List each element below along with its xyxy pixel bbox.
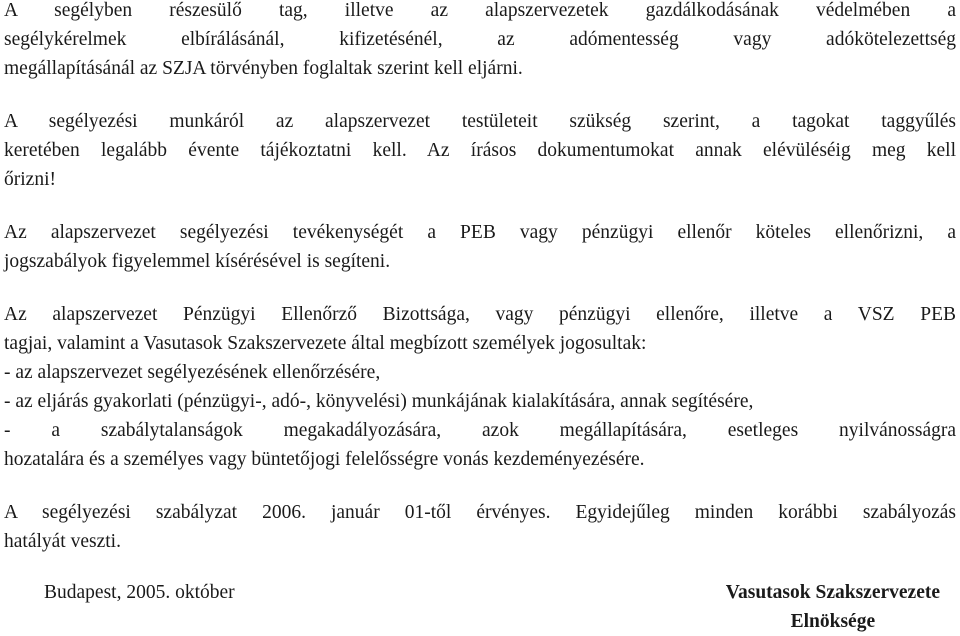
text-line: hozatalára és a személyes vagy büntetőjogi felelősségre vonás kezdeményezésére. [4,449,645,470]
text-line: A segélyezési szabályzat 2006. január 01-től érvényes. Egyidejűleg minden korábbi szabályozás [4,502,956,523]
signature-block [726,578,940,636]
text-line: megállapításánál az SZJA törvényben foglaltak szerint kell eljárni. [4,58,523,79]
text-line: jogszabályok figyelemmel kísérésével is segíteni. [4,251,391,272]
paragraph-spacer [4,83,956,107]
text-line: Az alapszervezet Pénzügyi Ellenőrző Bizottsága, vagy pénzügyi ellenőre, illetve a VSZ PEB [4,304,956,325]
signature-body: Elnöksége [790,611,876,632]
list-item: - az alapszervezet segélyezésének ellenőrzésére, [4,362,381,383]
paragraph-peb-control [4,218,956,276]
text-line: őrizni! [4,169,56,190]
paragraph-spacer [4,276,956,300]
text-line: keretében legalább évente tájékoztatni kell. Az írásos dokumentumokat annak elévüléséig meg kell [4,140,956,161]
document-body [4,0,956,556]
paragraph-tax-rules [4,0,956,83]
signature-organization: Vasutasok Szakszervezete [725,582,940,603]
text-line: hatályát veszti. [4,531,121,552]
paragraph-spacer [4,474,956,498]
text-line: A segélyezési munkáról az alapszervezet testületeit szükség szerint, a tagokat taggyűlés [4,111,956,132]
text-line: Az alapszervezet segélyezési tevékenységét a PEB vagy pénzügyi ellenőr köteles ellenőrizni, a [4,222,956,243]
paragraph-spacer [4,194,956,218]
list-item: - az eljárás gyakorlati (pénzügyi-, adó-, könyvelési) munkájának kialakítására, annak segítésére, [4,391,754,412]
paragraph-effective-date [4,498,956,556]
text-line: tagjai, valamint a Vasutasok Szakszervezete által megbízott személyek jogosultak: [4,333,647,354]
text-line: segélykérelmek elbírálásánál, kifizetésénél, az adómentesség vagy adókötelezettség [4,29,956,50]
place-and-date: Budapest, 2005. október [44,582,235,603]
paragraph-information-duty [4,107,956,194]
text-line: A segélyben részesülő tag, illetve az alapszervezetek gazdálkodásának védelmében a [4,0,956,21]
list-item: - a szabálytalanságok megakadályozására, azok megállapítására, esetleges nyilvánosságra [4,420,956,441]
paragraph-authorized-persons [4,300,956,474]
